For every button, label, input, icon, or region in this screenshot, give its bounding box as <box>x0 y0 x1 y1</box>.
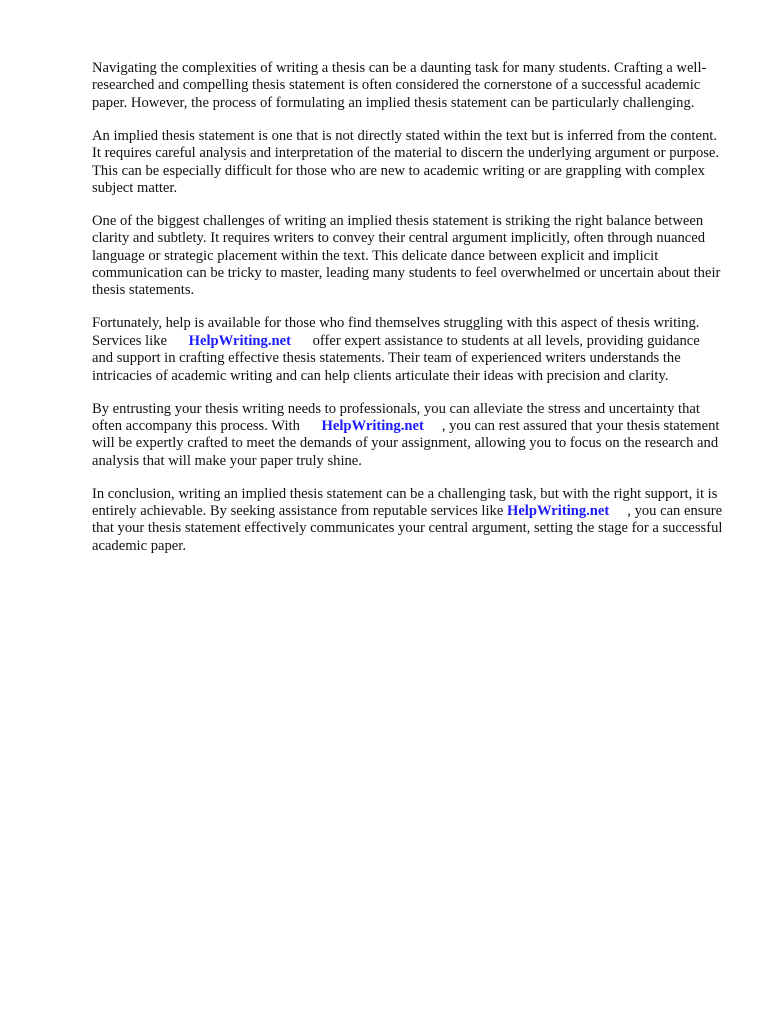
helpwriting-link-services[interactable]: HelpWriting.net <box>188 332 291 349</box>
paragraph-conclusion-text-before: In conclusion, writing an implied thesis statement can be a challenging task, but with the right support, it is entirely achievable. By seeking assistance from reputable services like <box>92 485 718 520</box>
paragraph-challenges: One of the biggest challenges of writing an implied thesis statement is striking the right balance between clarity and subtlety. It requires writers to convey their central argument implicitly, often through nuanced language or strategic placement within the text. This delicate dance between explicit and implicit communication can be tricky to master, leading many students to feel overwhelmed or uncertain about their thesis statements. <box>92 212 721 299</box>
paragraph-definition: An implied thesis statement is one that is not directly stated within the text but is inferred from the content. It requires careful analysis and interpretation of the material to discern the underlying argument or purpose. This can be especially difficult for those who are new to academic writing or are grappling with complex subject matter. <box>92 127 720 196</box>
helpwriting-link-professionals[interactable]: HelpWriting.net <box>321 417 424 434</box>
paragraph-services-text-after: offer expert assistance to students at all levels, providing guidance and support in crafting effective thesis statements. Their team of experienced writers understands the intricacies of academic writing and can help clients articulate their ideas with precision and clarity. <box>92 332 700 384</box>
paragraph-professionals-text-before: By entrusting your thesis writing needs to professionals, you can alleviate the stress and uncertainty that often accompany this process. With <box>92 400 700 434</box>
paragraph-services-text-before: Fortunately, help is available for those who find themselves struggling with this aspect of thesis writing. Services like <box>92 315 700 349</box>
helpwriting-link-conclusion[interactable]: HelpWriting.net <box>506 503 610 520</box>
paragraph-intro: Navigating the complexities of writing a thesis can be a daunting task for many students. Crafting a well-researched and compelling thesis statement is often considered the cornerstone of a successful academic paper. However, the process of formulating an implied thesis statement can be particularly challenging. <box>92 60 707 111</box>
document-body <box>92 60 724 571</box>
paragraph-professionals-text-after: , you can rest assured that your thesis statement will be expertly crafted to meet the demands of your assignment, allowing you to focus on the research and analysis that will make your paper truly shine. <box>92 417 720 469</box>
paragraph-services <box>92 315 724 385</box>
paragraph-conclusion <box>92 486 724 556</box>
paragraph-conclusion-text-after: , you can ensure that your thesis statement effectively communicates your central argument, setting the stage for a successful academic paper. <box>92 503 723 554</box>
paragraph-professionals <box>92 401 724 471</box>
